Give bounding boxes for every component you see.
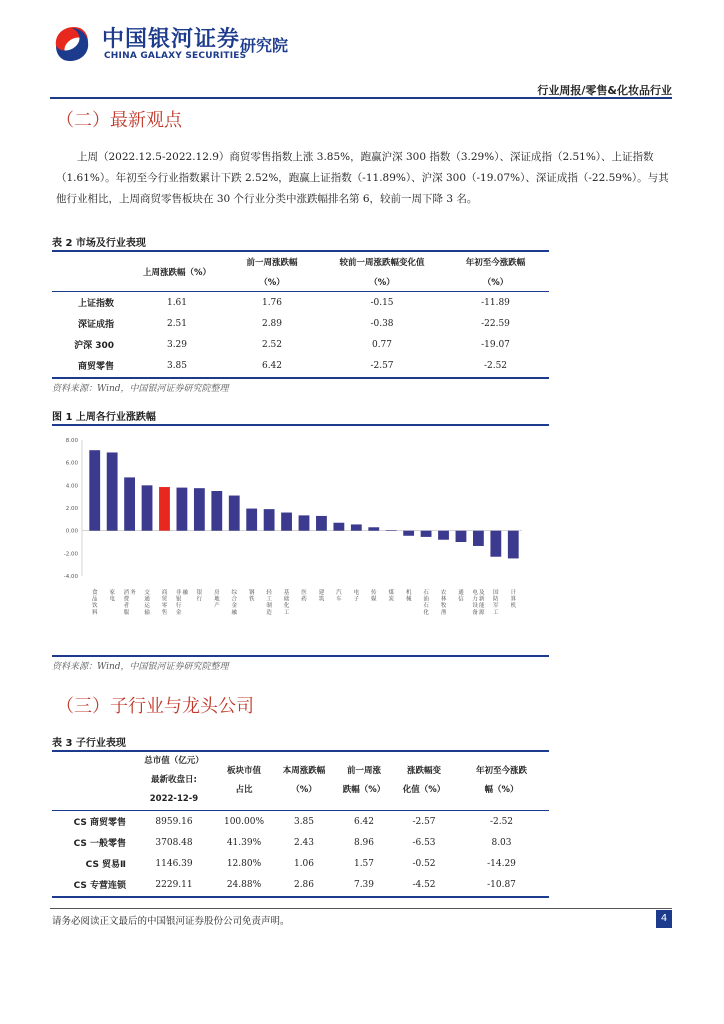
table2-source: 资料来源：Wind，中国银河证券研究院整理: [52, 384, 229, 394]
x-category-label: 电子: [353, 590, 360, 603]
report-type: 行业周报/零售&化妆品行业: [537, 84, 672, 97]
header-change: 较前一周涨跌幅变化值: [339, 258, 425, 268]
bar: [368, 527, 379, 530]
bar: [142, 485, 153, 530]
table-row: 深证成指 2.51 2.89 -0.38 -22.59: [77, 318, 510, 330]
bar: [281, 513, 292, 531]
summary-paragraph: 上周（2022.12.5-2022.12.9）商贸零售指数上涨 3.85%，跑赢沪深 300 指数（3.29%）、深证成指（2.51%）、上证指数（1.61%）。年初至今行业指数累计下跌 2.52%，跑赢上证指数（-11.89%）、沪深 300（-19.07%）、深证成指（-22.59%）。与其他行业相比，上周商贸零售板块在 30 个行业分类中涨跌幅排名第 6，较前一周下降 3 名。: [56, 151, 669, 205]
x-category-label: 电力设备及新能源: [472, 590, 485, 616]
y-tick-label: 2.00: [65, 506, 78, 512]
header-week-change: 本周涨跌幅 （%）: [282, 765, 326, 795]
y-tick-label: 0.00: [65, 528, 78, 535]
bar: [421, 531, 432, 537]
x-category-label: 钢铁: [248, 590, 255, 603]
brand-name-en: CHINA GALAXY SECURITIES: [104, 51, 247, 61]
x-category-label: 非银行金融: [175, 590, 189, 616]
x-category-label: 基础化工: [283, 590, 290, 616]
table-row: CS 贸易Ⅱ 1146.39 12.80% 1.06 1.57 -0.52 -14.29: [85, 858, 516, 870]
bar: [264, 509, 275, 531]
x-category-label: 综合金融: [231, 590, 238, 616]
bar: [107, 452, 118, 530]
table3-bottom-rule: [52, 896, 549, 898]
bar: [403, 531, 414, 536]
bar: [316, 516, 327, 531]
y-tick-label: 4.00: [65, 483, 78, 490]
x-category-label: 通信: [458, 590, 464, 603]
bar: [508, 531, 519, 559]
table-row: CS 商贸零售 8959.16 100.00% 3.85 6.42 -2.57 -2.52: [73, 816, 514, 828]
x-category-label: 房地产: [214, 590, 220, 610]
table2-caption: 表 2 市场及行业表现: [52, 238, 146, 249]
brand-name-cn: 中国银河证券: [102, 27, 241, 52]
x-category-label: 机械: [405, 590, 412, 603]
figure1-top-rule: [52, 424, 549, 426]
x-category-label: 国防军工: [493, 590, 499, 616]
bar: [229, 496, 240, 531]
bar: [246, 509, 257, 531]
market-performance-table: [52, 253, 549, 291]
x-category-label: 汽车: [336, 590, 342, 603]
section-title-subsectors: （三）子行业与龙头公司: [56, 696, 254, 717]
institute-label: 研究院: [240, 36, 289, 55]
bar: [124, 477, 135, 530]
bar: [473, 531, 484, 546]
x-category-label: 消费者服务: [123, 590, 136, 616]
market-performance-body: [52, 292, 549, 376]
x-category-label: 医药: [301, 590, 307, 603]
bar: [299, 515, 310, 530]
disclaimer-text: 请务必阅读正文最后的中国银河证券股份公司免责声明。: [52, 916, 290, 927]
figure1-bottom-rule: [52, 655, 549, 657]
bar: [159, 487, 170, 531]
bar: [456, 531, 467, 542]
y-tick-label: -4.00: [63, 574, 78, 580]
header-last-week: 上周涨跌幅（%）: [142, 268, 212, 278]
table2-top-rule: [52, 250, 549, 252]
galaxy-logo-icon: [50, 22, 94, 66]
figure1-caption: 图 1 上周各行业涨跌幅: [52, 412, 156, 423]
bar: [177, 488, 188, 531]
bar: [386, 530, 397, 531]
bar: [333, 523, 344, 531]
bar: [211, 491, 222, 531]
industry-change-bar-chart: [52, 428, 548, 653]
table2-bottom-rule: [52, 377, 549, 379]
table-row: CS 一般零售 3708.48 41.39% 2.43 8.96 -6.53 8.03: [73, 837, 512, 849]
y-tick-label: 8.00: [65, 438, 78, 444]
header-ytd: 年初至今涨跌幅: [465, 258, 526, 268]
header-share: 板块市值 占比: [226, 765, 261, 795]
bar: [194, 488, 205, 531]
header-market-cap: 总市值（亿元） 最新收盘日: 2022-12-9: [144, 756, 204, 804]
page-number: 4: [656, 910, 672, 928]
x-category-label: 商贸零售: [161, 590, 168, 616]
table-row: 商贸零售 3.85 6.42 -2.57 -2.52: [77, 360, 508, 372]
bar: [438, 531, 449, 540]
header-divider: [50, 97, 672, 99]
x-category-label: 食品饮料: [92, 590, 98, 616]
header-ytd-change: 年初至今涨跌 幅（%）: [475, 765, 527, 795]
header-prev-week: 前一周涨跌幅: [246, 258, 298, 268]
x-category-label: 轻工制造: [266, 590, 272, 616]
subsector-table-body: [52, 811, 549, 895]
bar: [490, 531, 501, 557]
x-category-label: 计算机: [510, 590, 517, 610]
x-category-label: 石油石化: [423, 590, 429, 616]
x-category-label: 传媒: [371, 590, 377, 603]
section-title-latest-views: （二）最新观点: [56, 110, 182, 131]
bar: [351, 524, 362, 530]
y-tick-label: 6.00: [65, 460, 78, 467]
table2-header-row: 上周涨跌幅（%） 前一周涨跌幅 （%） 较前一周涨跌幅变化值 （%） 年初至今涨跌幅 （%）: [52, 253, 549, 291]
header-change-diff: 涨跌幅变 化值（%）: [402, 765, 446, 795]
x-category-label: 煤炭: [388, 590, 395, 603]
footer-divider: [50, 908, 672, 909]
header-prev-week-change: 前一周涨 跌幅（%）: [342, 765, 386, 795]
x-category-label: 家电: [109, 590, 115, 603]
y-tick-label: -2.00: [63, 551, 78, 558]
x-category-label: 建筑: [318, 590, 325, 603]
table-row: CS 专营连锁 2229.11 24.88% 2.86 7.39 -4.52 -10.87: [73, 879, 516, 891]
x-category-label: 农林牧渔: [440, 590, 447, 616]
figure1-source: 资料来源：Wind，中国银河证券研究院整理: [52, 662, 229, 672]
x-category-label: 交通运输: [144, 590, 150, 616]
subsector-table-header: [52, 752, 549, 809]
table3-caption: 表 3 子行业表现: [52, 738, 126, 749]
table-row: 上证指数 1.61 1.76 -0.15 -11.89: [77, 297, 510, 309]
x-category-label: 银行: [196, 590, 203, 603]
bar: [89, 450, 100, 530]
table-row: 沪深 300 3.29 2.52 0.77 -19.07: [74, 339, 510, 351]
